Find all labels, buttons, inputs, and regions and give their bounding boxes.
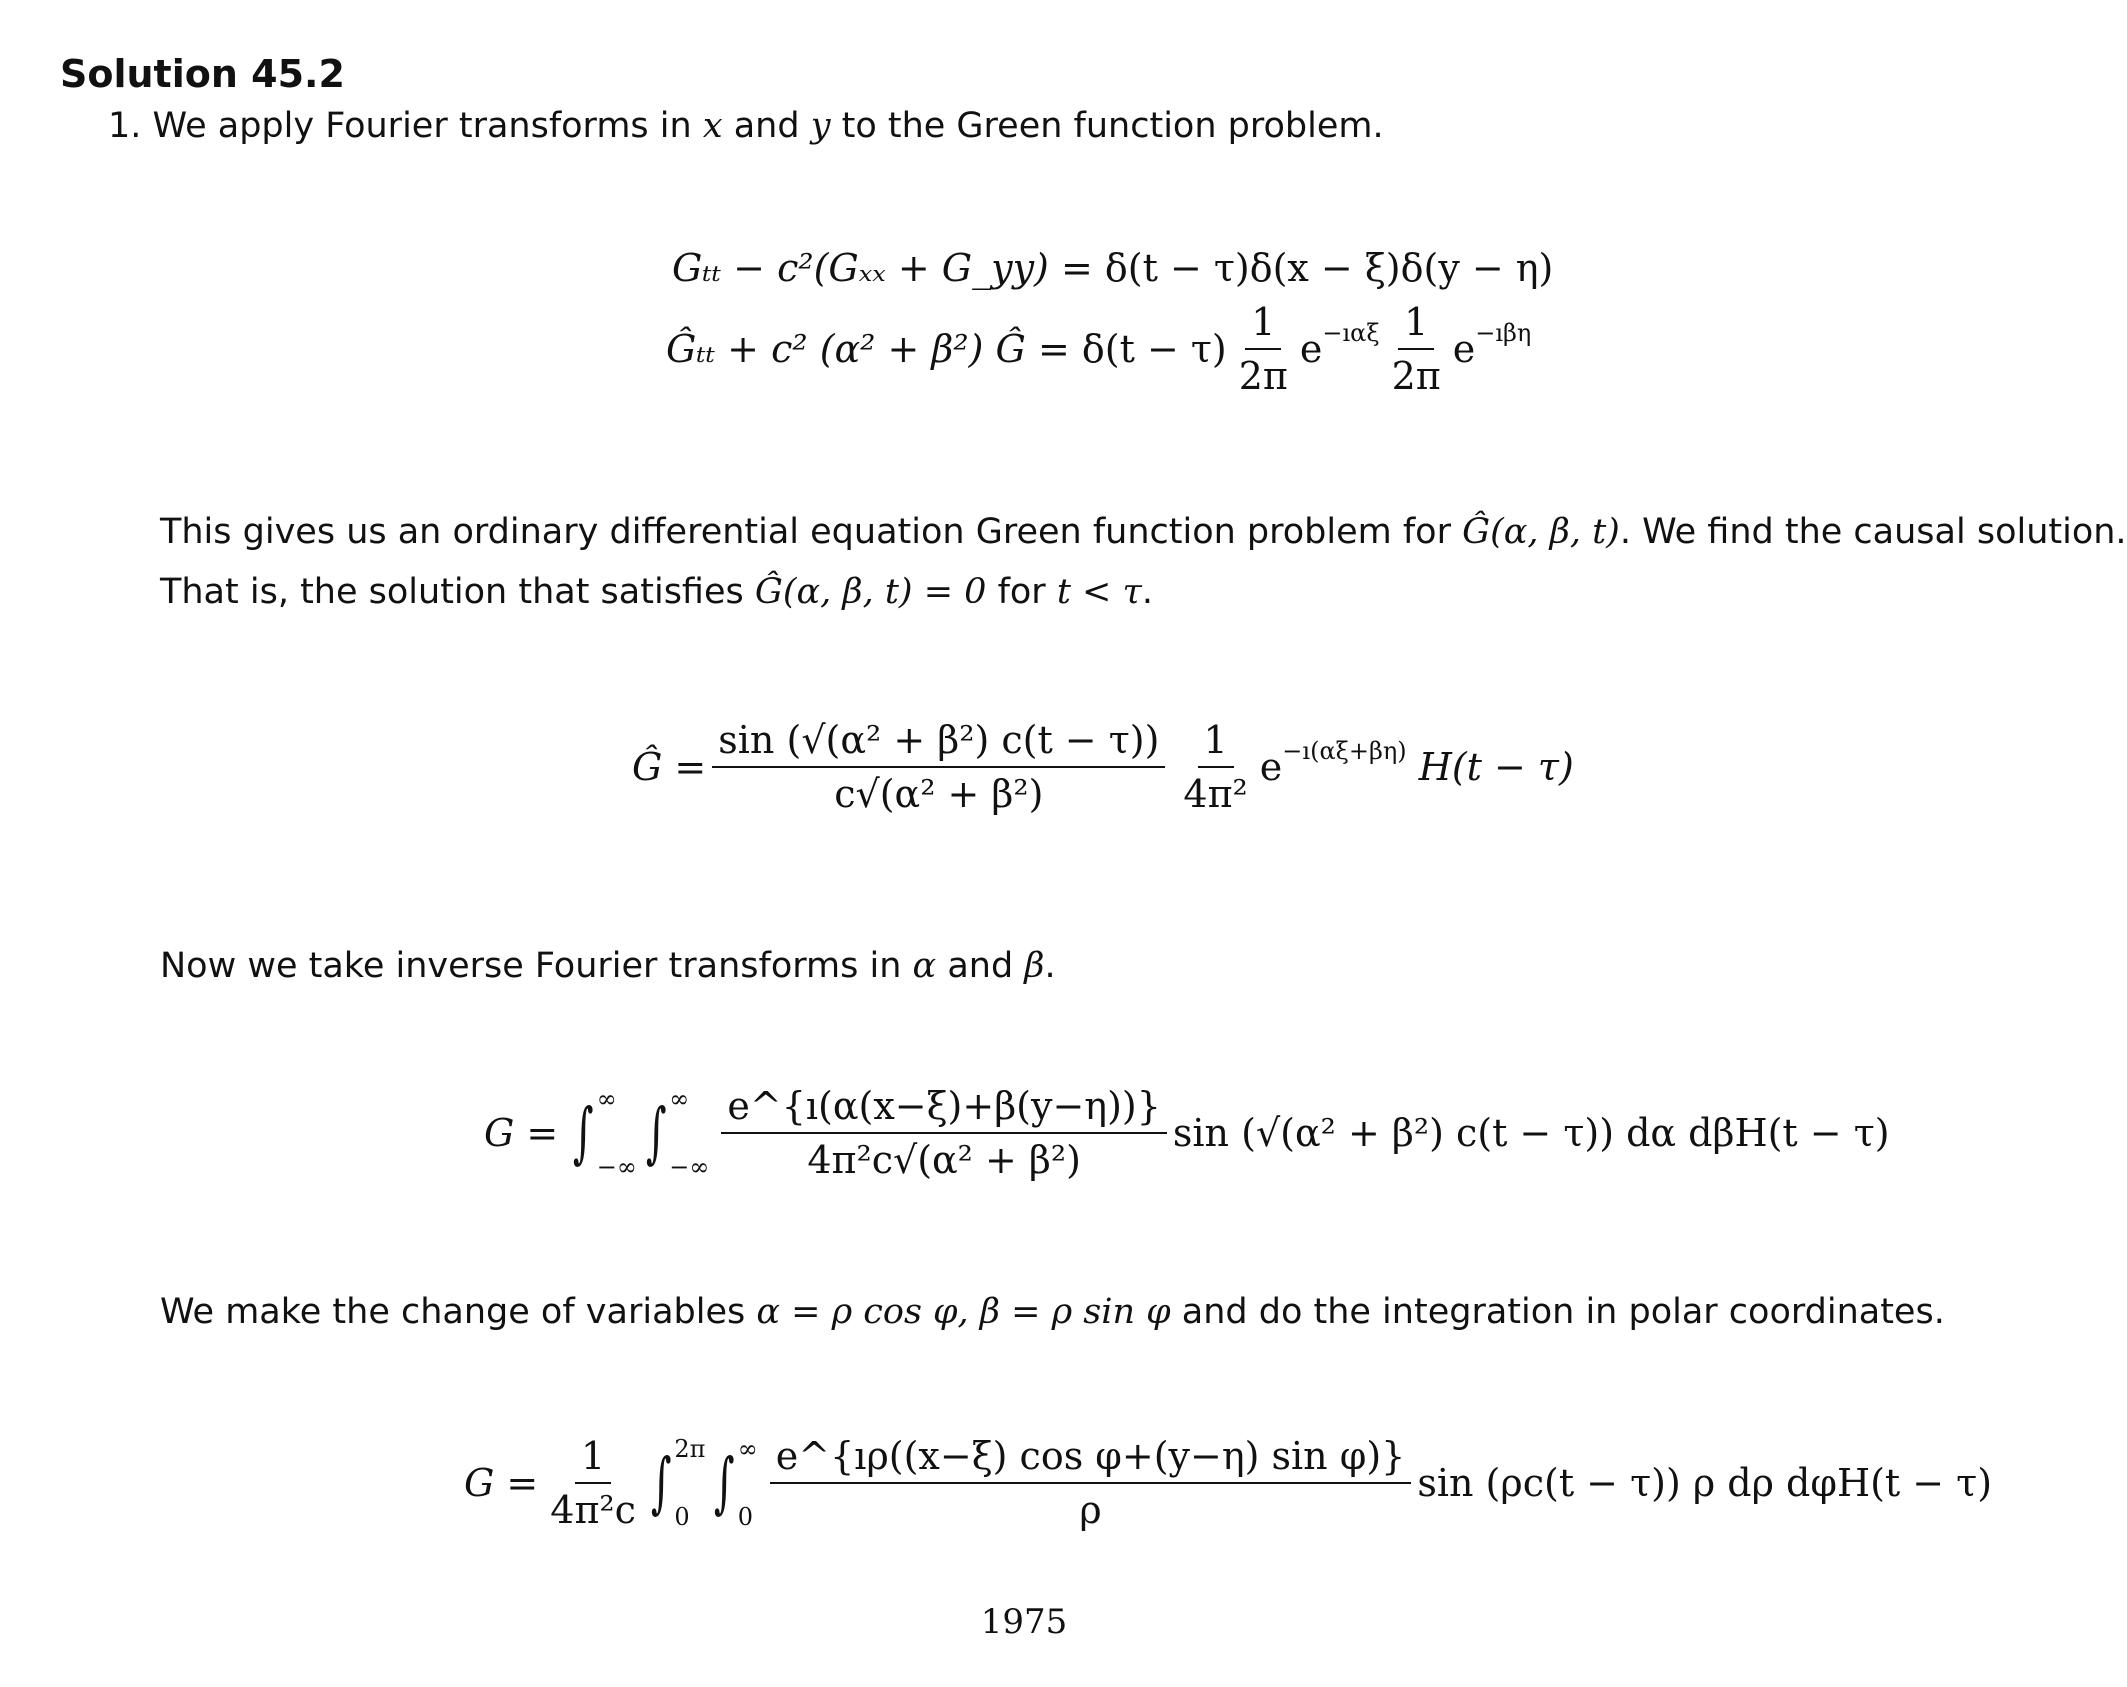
fraction-1-over-2pi: $\frac{1}{2\pi}$: [1238, 300, 1288, 398]
integral-sign-rho: ∫: [714, 1444, 735, 1521]
fraction-1-over-4pi2: $\frac{1}{\text{4π²}}$: [1183, 718, 1248, 816]
item-1-intro: 1. We apply Fourier transforms in x and y to the Green function problem.: [108, 106, 1384, 146]
fraction-exponential-integrand: $\frac{e\^{}\{ı(\alpha(x-\xi)+\beta(y-\eta))\}}{\text{4π²c√(α² + β²)}}$: [721, 1084, 1167, 1182]
integral-sign-1: ∫: [573, 1094, 594, 1171]
item-number: 1.: [108, 106, 142, 146]
paragraph-polar-coordinates: We make the change of variables α = ρ cos φ, β = ρ sin φ and do the integration in polar coordinates.: [160, 1292, 1945, 1332]
integral-sign-phi: ∫: [650, 1444, 672, 1521]
equation-transformed: Ĝₜₜ + c² (α² + β²) Ĝ = δ(t − τ) $\frac{1}{2\pi}$ e −ıαξ $\frac{1}{2\pi}$ e −ıβη: [666, 300, 1532, 398]
fraction-1-over-2pi-second: $\frac{1}{2\pi}$: [1391, 300, 1441, 398]
paragraph-causal-solution: That is, the solution that satisfies Ĝ(α, β, t) = 0 for t < τ.: [160, 572, 1153, 612]
page-number: 1975: [980, 1602, 1068, 1642]
equation-polar-integral: G = $\frac{1}{\text{4π²c}}$ ∫ 2π 0 ∫ ∞ 0 $\frac{\text{e\textasciicircum{}\{ıρ((x−ξ) cos φ+(y−η) sin φ)\}}}{\rho}$ sin (ρc(t − τ)) ρ dρ dφH(t − τ): [464, 1434, 1993, 1532]
fraction-polar-integrand: $\frac{\text{e\textasciicircum{}\{ıρ((x−ξ) cos φ+(y−η) sin φ)\}}}{\rho}$: [770, 1434, 1412, 1532]
paragraph-inverse-transform: Now we take inverse Fourier transforms in α and β.: [160, 946, 1056, 986]
fraction-sin-over-c: $\frac{\text{sin (√(α² + β²) c(t − τ))}}{\text{c√(α² + β²)}}$: [712, 718, 1165, 816]
equation-double-integral: G = ∫ ∞ −∞ ∫ ∞ −∞ $\frac{e\^{}\{ı(\alpha(x-\xi)+\beta(y-\eta))\}}{\text{4π²c√(α² + β²)}}$ sin (√(α² + β²) c(t − τ)) dα dβH(t − τ): [484, 1084, 1890, 1182]
integral-sign-2: ∫: [645, 1094, 667, 1171]
fraction-1-over-4pi2c: $\frac{1}{\text{4π²c}}$: [550, 1434, 636, 1532]
equation-pde: Gₜₜ − c²(Gₓₓ + G_yy) = δ(t − τ)δ(x − ξ)δ(y − η): [672, 246, 1554, 290]
solution-heading: Solution 45.2: [60, 52, 345, 96]
paragraph-ode-problem: This gives us an ordinary differential equation Green function problem for Ĝ(α, β, t). We find the causal solution.: [160, 512, 2127, 552]
equation-causal-solution: Ĝ = $\frac{\text{sin (√(α² + β²) c(t − τ))}}{\text{c√(α² + β²)}}$ $\frac{1}{\text{4π²}}$ e −ı(αξ+βη) H(t − τ): [632, 718, 1574, 816]
